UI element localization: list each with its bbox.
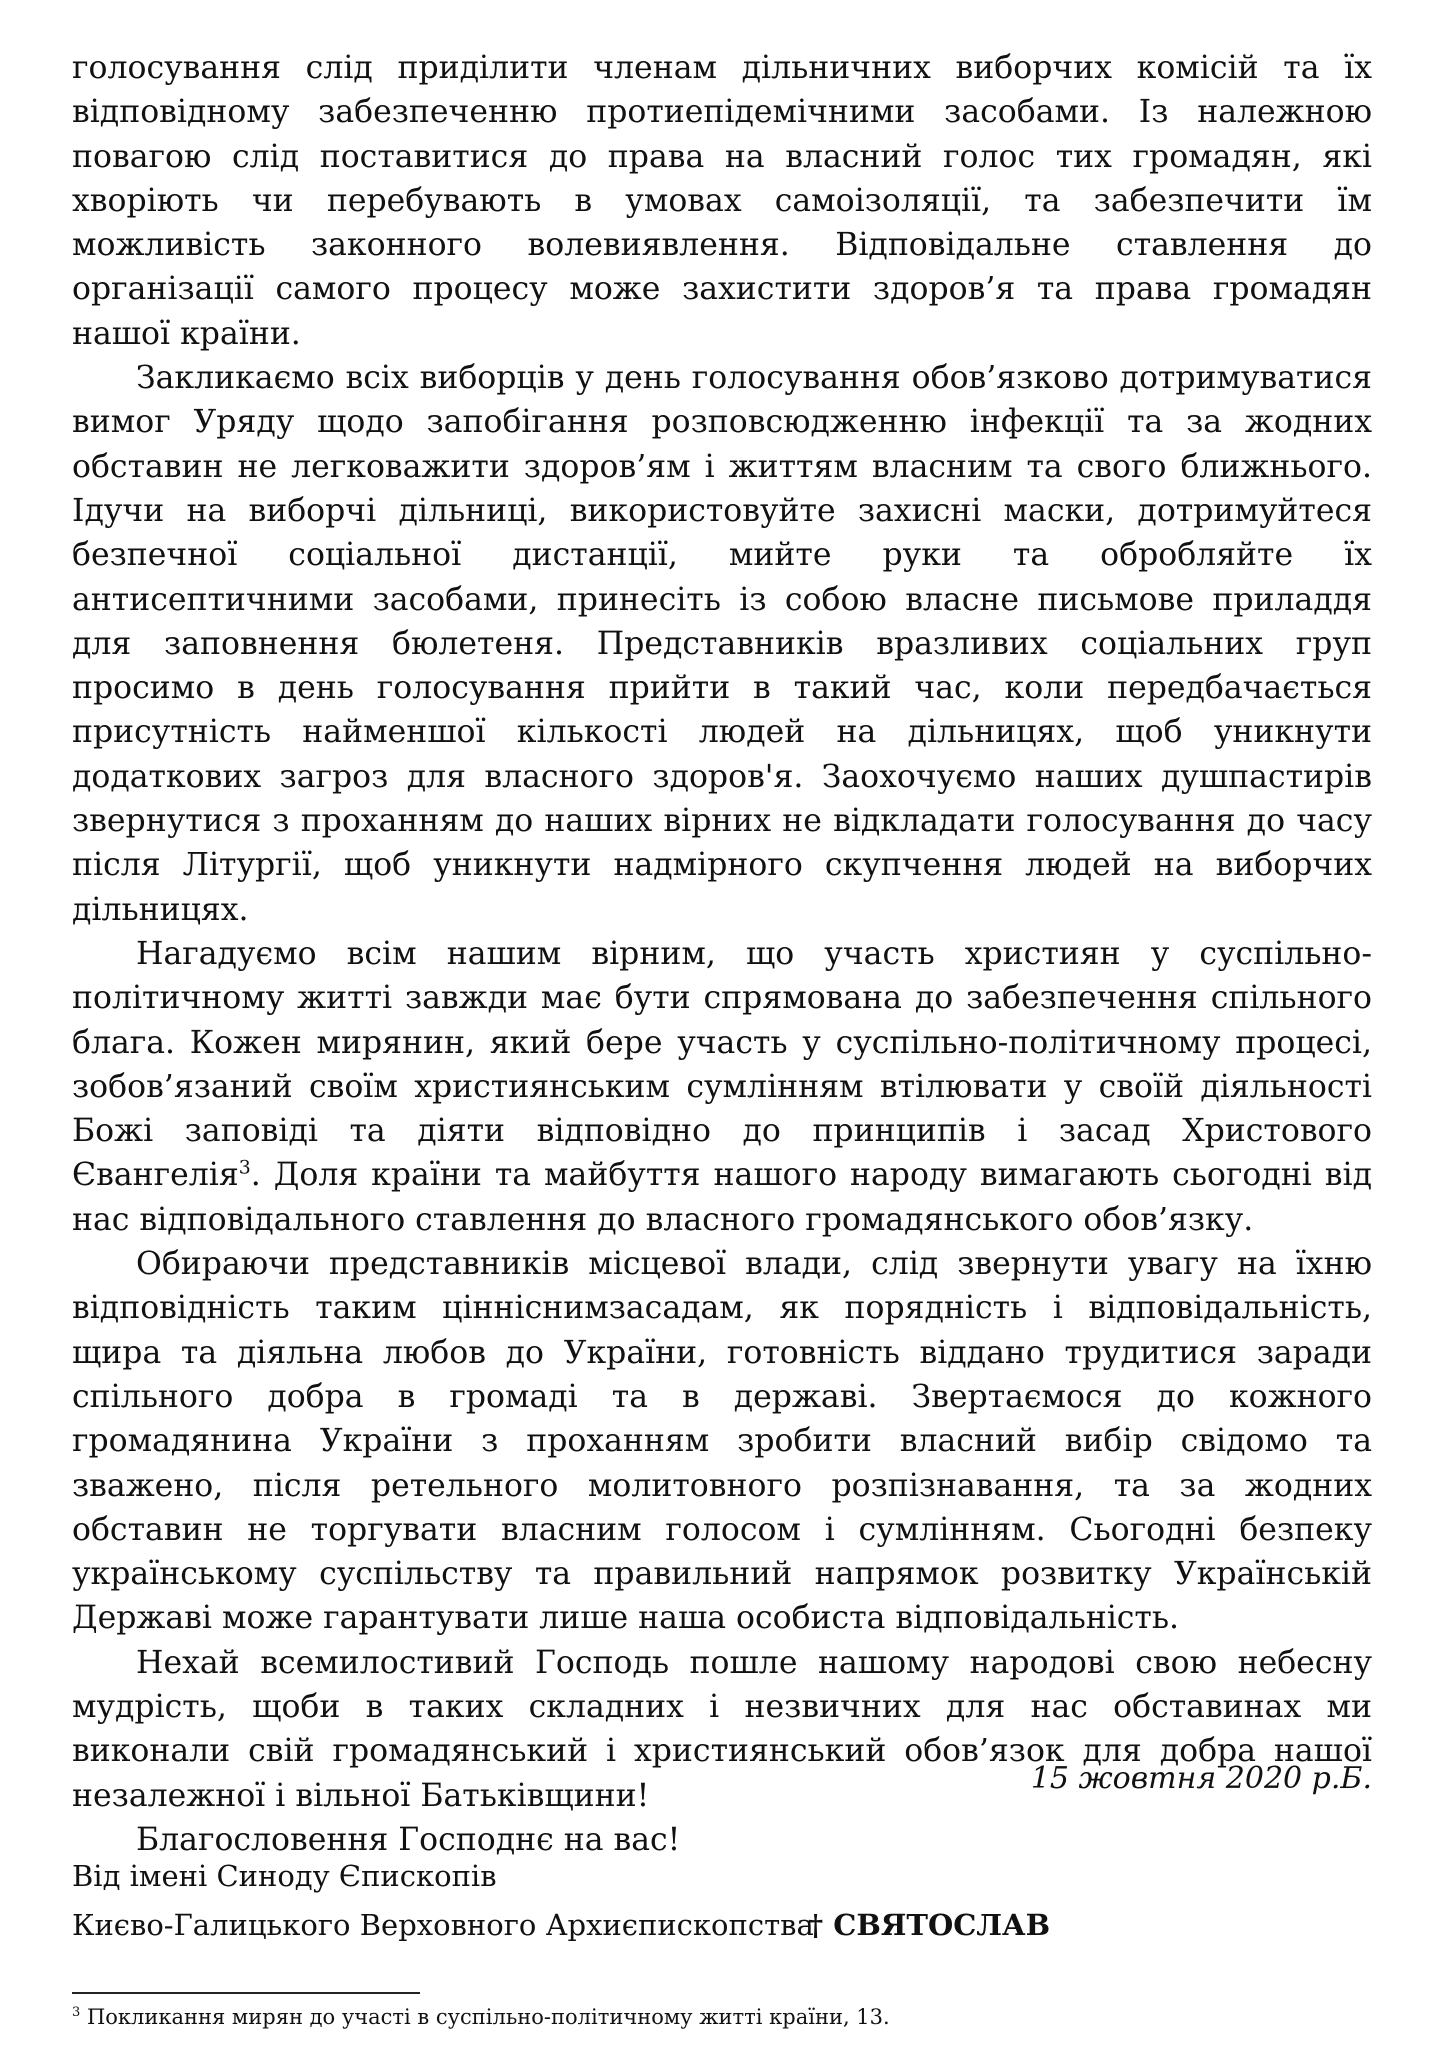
paragraph-2: Закликаємо всіх виборців у день голосування обов’язково дотримуватися вимог Уряду щодо запобігання розповсюдженню інфекції та за жодних обставин не легковажити здоров’ям і життям власним та свого ближнього. Ідучи на виборчі дільниці, використовуйте захисні маски, дотримуйтеся безпечної соціальної дистанції, мийте руки та обробляйте їх антисептичними засобами, принесіть із собою власне письмове приладдя для заповнення бюлетеня. Представників вразливих соціальних груп просимо в день голосування прийти в такий час, коли передбачається присутність найменшої кількості людей на дільницях, щоб уникнути додаткових загроз для власного здоров'я. Заохочуємо наших душпастирів звернутися з проханням до наших вірних не відкладати голосування до часу після Літургії, щоб уникнути надмірного скупчення людей на виборчих дільницях. — [72, 360, 1372, 928]
signature-line-1: Від імені Синоду Єпископів — [72, 1859, 497, 1893]
signature-block — [72, 1852, 814, 1950]
letter-date: 15 жовтня 2020 р.Б. — [1030, 1761, 1372, 1796]
paragraph-3-text: Нагадуємо всім нашим вірним, що участь християн у суспільно-політичному житті завжди має бути спрямована до забезпечення спільного блага. Кожен мирянин, який бере участь у суспільно-політичному процесі, зобов’язаний своїм християнським сумлінням втілювати у своїй діяльності Божі заповіді та діяти відповідно до принципів і засад Христового Євангелія — [72, 935, 1372, 1194]
blessing-line: Благословення Господнє на вас! — [136, 1821, 681, 1858]
footnote-reference[interactable]: 3 — [238, 1156, 251, 1179]
signature-line-2: Києво-Галицького Верховного Архиєпископства — [72, 1908, 814, 1942]
paragraph-1: голосування слід приділити членам дільничних виборчих комісій та їх відповідному забезпеченню протиепідемічними засобами. Із належною повагою слід поставитися до права на власний голос тих громадян, які хворіють чи перебувають в умовах самоізоляції, та забезпечити їм можливість законного волевиявлення. Відповідальне ставлення до організації самого процесу може захистити здоров’я та права громадян нашої країни. — [72, 50, 1372, 352]
footnote-divider — [72, 1992, 420, 1994]
paragraph-3 — [72, 932, 1372, 1242]
letter-body — [72, 46, 1372, 1862]
footnote-number: 3 — [72, 2005, 81, 2020]
signer-name: † СВЯТОСЛАВ — [808, 1908, 1051, 1942]
paragraph-4: Обираючи представників місцевої влади, слід звернути увагу на їхню відповідність таким цінніснимзасадам, як порядність і відповідальність, щира та діяльна любов до України, готовність віддано трудитися заради спільного добра в громаді та в державі. Звертаємося до кожного громадянина України з проханням зробити власний вибір свідомо та зважено, після ретельного молитовного розпізнавання, та за жодних обставин не торгувати власним голосом і сумлінням. Сьогодні безпеку українському суспільству та правильний напрямок розвитку Українській Державі може гарантувати лише наша особиста відповідальність. — [72, 1246, 1372, 1637]
footnote-text: Покликання мирян до участі в суспільно-політичному житті країни, 13. — [80, 2005, 890, 2029]
footnote — [72, 1998, 890, 2032]
paragraph-5: Нехай всемилостивий Господь пошле нашому народові свою небесну мудрість, щоби в таких складних і незвичних для нас обставинах ми виконали свій громадянський і християнський обов’язок для добра нашої незалежної і вільної Батьківщини! — [72, 1644, 1372, 1814]
paragraph-3-continuation: . Доля країни та майбуття нашого народу вимагають сьогодні від нас відповідального ставлення до власного громадянського обов’язку. — [72, 1157, 1372, 1238]
